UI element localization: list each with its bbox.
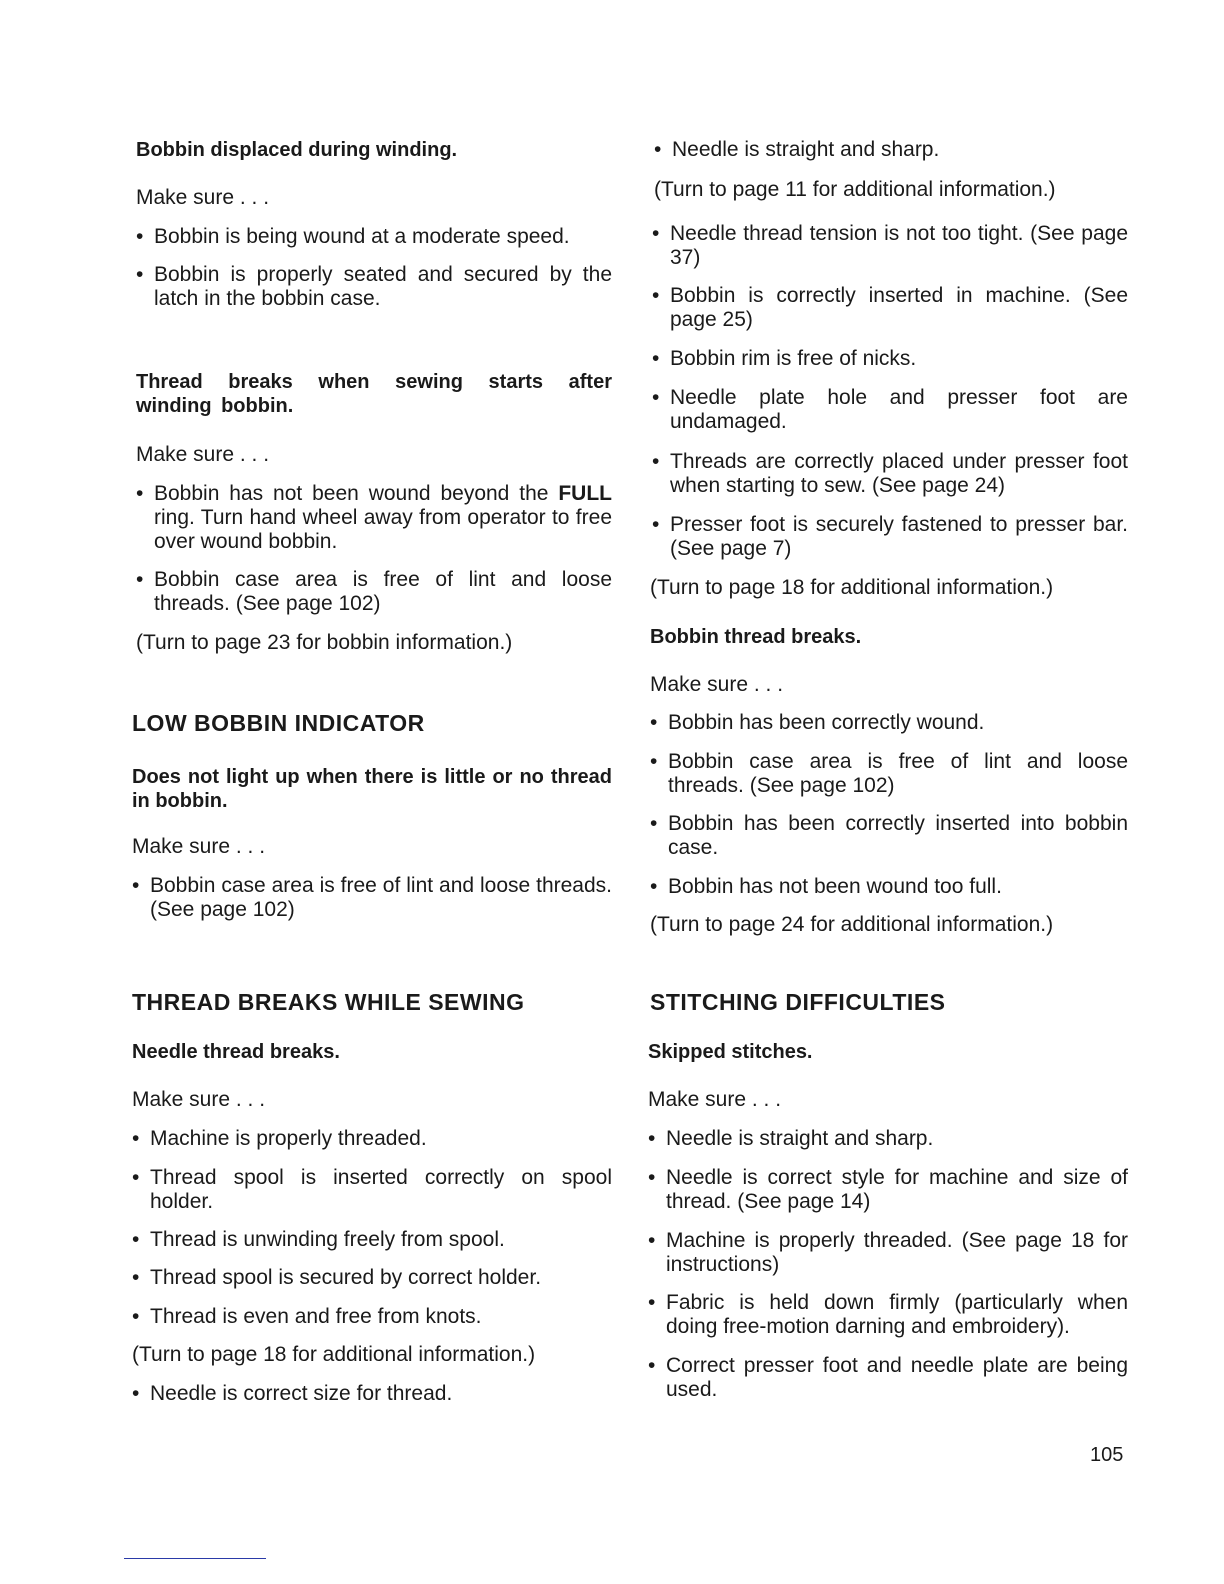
full-ring-label: FULL — [558, 482, 612, 505]
make-sure-label: Make sure . . . — [136, 186, 270, 209]
turn-note: (Turn to page 18 for additional information.) — [132, 1343, 536, 1366]
list-item: • Thread is even and free from knots. — [132, 1305, 612, 1329]
list-item: • Bobbin has been correctly wound. — [650, 711, 1128, 735]
list-item — [136, 482, 612, 554]
list-item: • Needle plate hole and presser foot are undamaged. — [652, 386, 1128, 434]
thread-breaks-sewing-section-title: THREAD BREAKS WHILE SEWING — [132, 989, 525, 1015]
list-item: • Presser foot is securely fastened to presser bar. (See page 7) — [652, 513, 1128, 561]
list-item: • Needle is straight and sharp. — [648, 1127, 1128, 1151]
list-item: • Needle is correct size for thread. — [132, 1382, 612, 1406]
list-item: • Correct presser foot and needle plate are being used. — [648, 1354, 1128, 1402]
list-item: • Bobbin is correctly inserted in machine. (See page 25) — [652, 284, 1128, 332]
low-bobbin-heading: Does not light up when there is little or no thread in bobbin. — [132, 766, 612, 812]
list-item: • Needle is correct style for machine and size of thread. (See page 14) — [648, 1166, 1128, 1214]
list-item: • Threads are correctly placed under presser foot when starting to sew. (See page 24) — [652, 450, 1128, 498]
list-item: • Thread is unwinding freely from spool. — [132, 1228, 612, 1252]
list-item: • Bobbin case area is free of lint and loose threads. (See page 102) — [136, 568, 612, 616]
bobbin-displaced-heading: Bobbin displaced during winding. — [136, 139, 458, 161]
thread-breaks-winding-heading: Thread breaks when sewing starts after winding bobbin. — [136, 371, 612, 417]
list-item: • Machine is properly threaded. (See page 18 for instructions) — [648, 1229, 1128, 1277]
low-bobbin-section-title: LOW BOBBIN INDICATOR — [132, 710, 425, 736]
list-item: • Bobbin case area is free of lint and loose threads. (See page 102) — [132, 874, 612, 922]
skipped-stitches-heading: Skipped stitches. — [648, 1041, 813, 1063]
make-sure-label: Make sure . . . — [648, 1088, 782, 1111]
list-item-text: Bobbin has not been wound beyond the — [154, 482, 559, 505]
list-item: • Needle thread tension is not too tight. (See page 37) — [652, 222, 1128, 270]
list-item: • Bobbin is properly seated and secured by the latch in the bobbin case. — [136, 263, 612, 311]
list-item: • Fabric is held down firmly (particularly when doing free-motion darning and embroidery). — [648, 1291, 1128, 1339]
make-sure-label: Make sure . . . — [132, 835, 266, 858]
make-sure-label: Make sure . . . — [132, 1088, 266, 1111]
stitching-difficulties-section-title: STITCHING DIFFICULTIES — [650, 989, 946, 1015]
list-item: • Bobbin has been correctly inserted into bobbin case. — [650, 812, 1128, 860]
list-item: • Thread spool is secured by correct holder. — [132, 1266, 612, 1290]
list-item: • Machine is properly threaded. — [132, 1127, 612, 1151]
list-item-text: ring. Turn hand wheel away from operator to free over wound bobbin. — [154, 506, 612, 553]
footer-rule — [124, 1558, 266, 1559]
make-sure-label: Make sure . . . — [650, 673, 784, 696]
turn-note: (Turn to page 24 for additional information.) — [650, 913, 1054, 936]
needle-thread-breaks-heading: Needle thread breaks. — [132, 1041, 340, 1063]
bobbin-thread-breaks-heading: Bobbin thread breaks. — [650, 626, 862, 648]
make-sure-label: Make sure . . . — [136, 443, 270, 466]
list-item: • Bobbin case area is free of lint and loose threads. (See page 102) — [650, 750, 1128, 798]
page-number: 105 — [1090, 1444, 1124, 1466]
list-item: • Bobbin is being wound at a moderate speed. — [136, 225, 612, 249]
list-item: • Thread spool is inserted correctly on spool holder. — [132, 1166, 612, 1214]
turn-note: (Turn to page 23 for bobbin information.) — [136, 631, 513, 654]
list-item: • Bobbin rim is free of nicks. — [652, 347, 1128, 371]
list-item: • Needle is straight and sharp. — [654, 138, 1128, 162]
list-item: • Bobbin has not been wound too full. — [650, 875, 1128, 899]
turn-note: (Turn to page 11 for additional information.) — [654, 178, 1056, 201]
turn-note: (Turn to page 18 for additional information.) — [650, 576, 1054, 599]
